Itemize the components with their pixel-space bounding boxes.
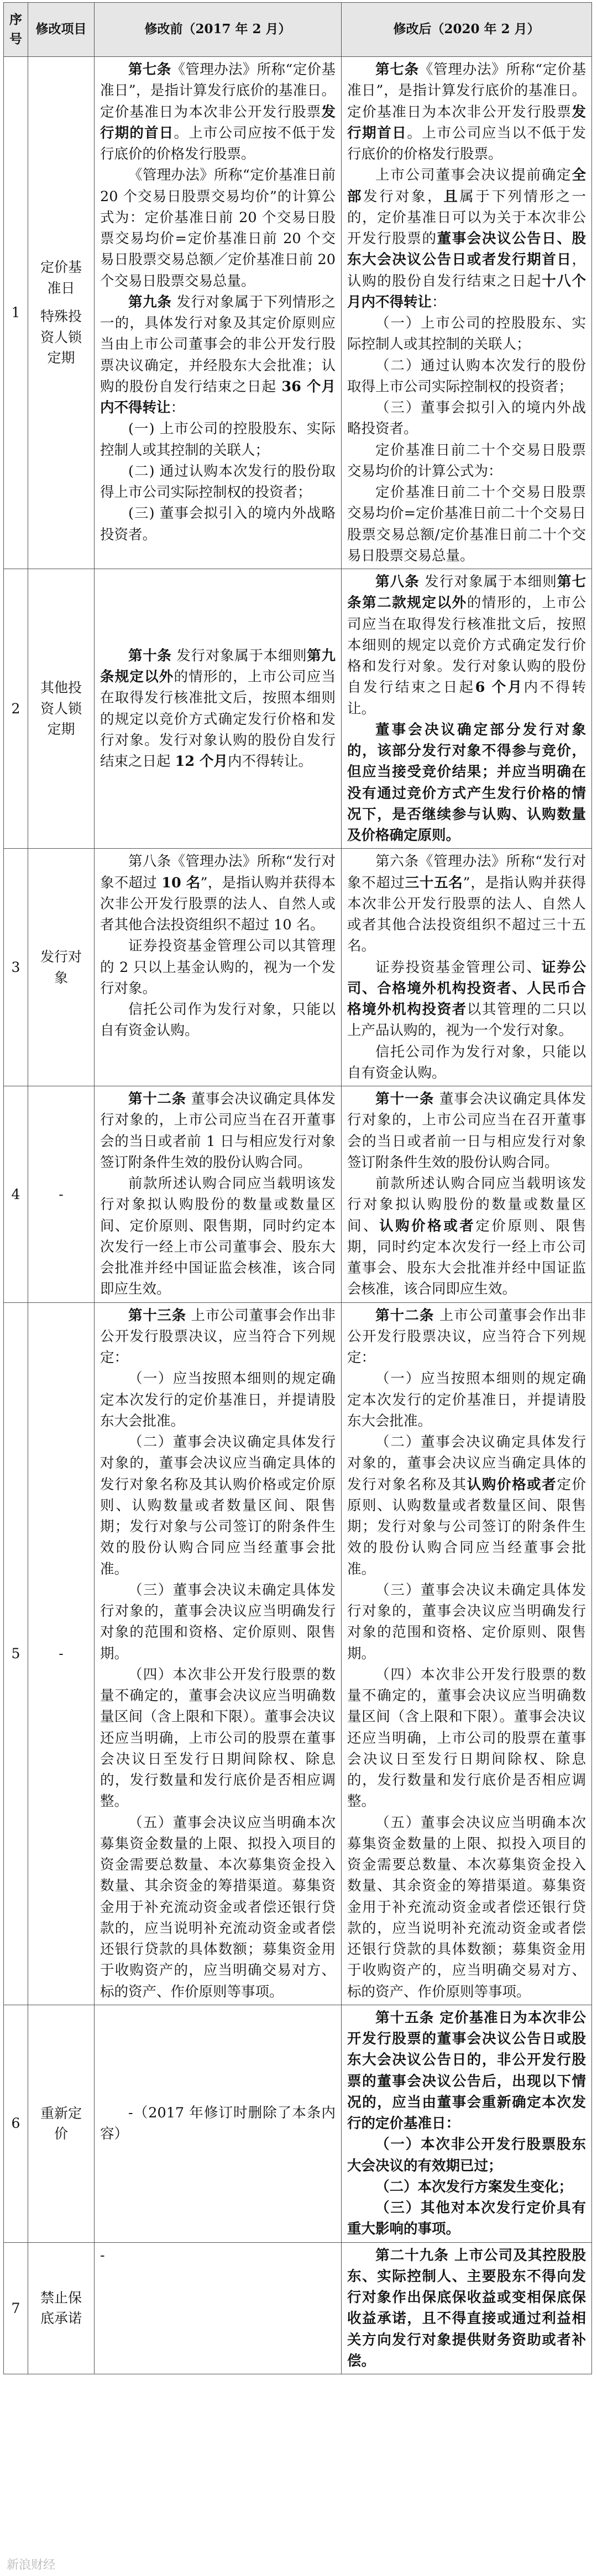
text-segment: 发行对象属于本细则 [419, 574, 557, 590]
header-after: 修改后（2020 年 2 月） [342, 3, 592, 57]
row-number: 3 [4, 849, 28, 1086]
text-segment: 第八条《管理办法》所称“发行对象不超过 [100, 853, 336, 891]
bold-text-segment: 6 个月 [475, 679, 524, 696]
bold-text-segment: 第七条 [128, 61, 171, 78]
bold-text-segment: 第十条 [128, 647, 172, 664]
text-segment: 属于下列情形之一的，定价基准日可以为关于本次非公开发行股票的 [347, 188, 586, 247]
text-segment: 内不得转让。 [347, 679, 586, 717]
text-segment: 发行对象属于本细则 [171, 647, 307, 664]
clause-paragraph [347, 1042, 586, 1084]
text-segment: ，认购的股份自发行结束之日起 [347, 251, 586, 290]
clause-paragraph [347, 571, 586, 719]
text-segment: -（2017 年修订时删除了本条内容） [100, 2104, 336, 2143]
text-segment: 《管理办法》所称“定价基准日前 20 个交易日股票交易均价”的计算公式为：定价基准日前 20 个交易日股票交易均价=定价基准日前 20 个交易日股票交易总额／定价基准日前 20 个交易日股票交易总量。 [100, 167, 336, 290]
clause-paragraph [100, 1173, 336, 1300]
modification-item-label: - [59, 1645, 64, 1662]
clause-paragraph [100, 999, 336, 1042]
bold-text-segment: 第七条第二款规定以外 [347, 574, 586, 612]
table-row [4, 2005, 592, 2242]
bold-text-segment: 第八条 [375, 574, 420, 590]
bold-text-segment: 十八个月内不得转让 [347, 272, 586, 311]
clause-paragraph [100, 1432, 336, 1580]
modification-item-label: 发行对象 [40, 949, 82, 986]
table-body [4, 57, 592, 2374]
before-text-cell [95, 2242, 342, 2374]
modification-item [28, 1086, 95, 1303]
text-segment: 董事会决议确定具体发行对象的，上市公司应当在召开董事会的当日或者前一日与相应发行对象签订附条件生效的股份认购合同。 [347, 1091, 586, 1171]
bold-text-segment: 定价基准日为本次非公开发行股票的董事会决议公告日或股东大会决议公告日的，非公开发行股票的董事会决议公告后，出现以下情况的，应当由董事会重新确定本次发行的定价基准日： [347, 2009, 586, 2132]
modification-item [28, 849, 95, 1086]
table-row [4, 1086, 592, 1303]
bold-text-segment: 第十二条 [375, 1307, 434, 1324]
clause-paragraph [100, 2102, 336, 2145]
text-segment: 上市公司董事会作出非公开发行股票决议，应当符合下列规定： [100, 1307, 336, 1366]
text-segment: （二）董事会决议确定具体发行对象的，董事会决议应当确定具体的发行对象名称及其 [347, 1434, 586, 1493]
clause-paragraph [100, 461, 336, 503]
after-text-cell [342, 2242, 592, 2374]
bold-text-segment: 第七条 [375, 61, 419, 78]
row-number: 2 [4, 569, 28, 849]
modification-item [28, 2005, 95, 2242]
header-before: 修改前（2017 年 2 月） [95, 3, 342, 57]
text-segment: 发行对象， [363, 188, 444, 205]
modification-item [28, 569, 95, 849]
bold-text-segment: （三）其他对本次发行定价具有重大影响的事项。 [347, 2200, 586, 2238]
modification-item-label: 重新定价 [40, 2105, 82, 2142]
text-segment: 内不得转让。 [227, 753, 312, 770]
watermark: 新浪财经 [7, 2558, 56, 2572]
text-segment: 定价基准日前二十个交易日股票交易均价的计算公式为： [347, 441, 586, 480]
comparison-table [3, 2, 592, 2374]
clause-paragraph [347, 2177, 586, 2198]
before-text-cell [95, 1302, 342, 2005]
before-text-cell [95, 2005, 342, 2242]
clause-paragraph [347, 2198, 586, 2240]
text-segment: ”，是指认购并获得本次非公开发行股票的法人、自然人或者其他合法投资组织不超过 10 名。 [100, 874, 336, 933]
clause-paragraph [100, 292, 336, 419]
text-segment: - [100, 2247, 105, 2264]
clause-paragraph [100, 645, 336, 772]
text-segment: (一) 上市公司的控股股东、实际控制人或其控制的关联人； [100, 420, 336, 459]
clause-paragraph [347, 313, 586, 355]
clause-paragraph [100, 165, 336, 292]
row-number: 7 [4, 2242, 28, 2374]
before-text-cell [95, 569, 342, 849]
text-segment: （一）应当按照本细则的规定确定本次发行的定价基准日，并提请股东大会批准。 [347, 1370, 586, 1429]
bold-text-segment: 且 [443, 188, 460, 205]
modification-item-label: 定价基准日 [40, 259, 82, 296]
clause-paragraph [347, 1089, 586, 1173]
row-number: 4 [4, 1086, 28, 1303]
bold-text-segment: （二）本次发行方案发生变化； [375, 2178, 573, 2195]
text-segment: 第六条《管理办法》所称“发行对象不超过 [347, 853, 586, 891]
text-segment: ： [170, 399, 185, 416]
table-row [4, 1302, 592, 2005]
table-row [4, 2242, 592, 2374]
before-text-cell [95, 849, 342, 1086]
bold-text-segment: 10 名 [161, 874, 201, 891]
text-segment: (三) 董事会拟引入的境内外战略投资者。 [100, 505, 336, 543]
bold-text-segment: 第十一条 [375, 1091, 434, 1107]
clause-paragraph [347, 957, 586, 1042]
bold-text-segment: 全部 [347, 167, 586, 205]
text-segment: 董事会决议确定具体发行对象的，上市公司应当在召开董事会的当日或者前 1 日与相应发行对象签订附条件生效的股份认购合同。 [100, 1091, 336, 1171]
table-row [4, 849, 592, 1086]
modification-item [28, 1302, 95, 2005]
text-segment: （五）董事会决议应当明确本次募集资金数量的上限、拟投入项目的资金需要总数量、本次募集资金投入数量、其余资金的筹措渠道。募集资金用于补充流动资金或者偿还银行贷款的，应当说明补充流动资金或者偿还银行贷款的具体数额；募集资金用于收购资产的，应当明确交易对方、标的资产、作价原则等事项。 [347, 1814, 586, 2000]
bold-text-segment: 36 个月内不得转让 [100, 378, 336, 416]
clause-paragraph [347, 355, 586, 398]
clause-paragraph [347, 1368, 586, 1432]
bold-text-segment: 第十三条 [128, 1307, 186, 1324]
clause-paragraph [347, 59, 586, 165]
row-number: 1 [4, 57, 28, 569]
modification-item [28, 57, 95, 569]
text-segment: (二) 通过认购本次发行的股份取得上市公司实际控制权的投资者； [100, 462, 336, 501]
bold-text-segment: 认购价格或者 [467, 1476, 557, 1493]
clause-paragraph [347, 1580, 586, 1664]
clause-paragraph [347, 2007, 586, 2135]
text-segment: 定价原则、认购数量或者数量区间、限售期；发行对象与公司签订的附条件生效的股份认购合同应当经董事会批准。 [347, 1476, 586, 1578]
clause-paragraph [100, 418, 336, 461]
row-number: 5 [4, 1302, 28, 2005]
bold-text-segment: 第九条 [128, 293, 172, 311]
bold-text-segment: 董事会决议确定部分发行对象的，该部分发行对象不得参与竞价，但应当接受竞价结果；并应当明确在没有通过竞价方式产生发行价格的情况下，是否继续参与认购、认购数量及价格确定原则。 [347, 721, 586, 844]
before-text-cell [95, 57, 342, 569]
bold-text-segment: 第十二条 [128, 1091, 186, 1107]
modification-item [28, 2242, 95, 2374]
text-segment: 的情形的，上市公司应当在取得发行核准批文后，按照本细则的规定以竞价方式确定发行价格和发行对象。发行对象认购的股份自发行结束之日起 [347, 595, 586, 696]
clause-paragraph [347, 2134, 586, 2177]
clause-paragraph [347, 1173, 586, 1300]
clause-paragraph [100, 1305, 336, 1369]
bold-text-segment: （一）本次非公开发行股票股东大会决议的有效期已过； [347, 2136, 586, 2174]
bold-text-segment: 董事会决议公告日、股东大会决议公告日或者发行期首日 [347, 230, 586, 269]
clause-paragraph [347, 397, 586, 440]
clause-paragraph [347, 1432, 586, 1580]
row-number: 6 [4, 2005, 28, 2242]
text-segment: 《管理办法》所称“定价基准日”，是指计算发行底价的基准日。定价基准日为本次非公开发行股票 [347, 61, 586, 120]
clause-paragraph [100, 2245, 336, 2266]
text-segment: （五）董事会决议应当明确本次募集资金数量的上限、拟投入项目的资金需要总数量、本次募集资金投入数量、其余资金的筹措渠道。募集资金用于补充流动资金或者偿还银行贷款的，应当说明补充流动资金或者偿还银行贷款的具体数额；募集资金用于收购资产的，应当明确交易对方、标的资产、作价原则等事项。 [100, 1814, 336, 2000]
text-segment: ： [432, 293, 446, 311]
clause-paragraph [347, 1305, 586, 1369]
bold-text-segment: 第九条规定以外 [100, 647, 336, 686]
text-segment: （四）本次非公开发行股票的数量不确定的，董事会决议应当明确数量区间（含上限和下限）。董事会决议还应当明确，上市公司的股票在董事会决议日至发行日期间除权、除息的，发行数量和发行底价是否相应调整。 [347, 1666, 586, 1810]
clause-paragraph [100, 851, 336, 935]
bold-text-segment: 认购价格或者 [379, 1217, 476, 1234]
table-header-row [4, 3, 592, 57]
clause-paragraph [100, 1580, 336, 1664]
after-text-cell [342, 569, 592, 849]
clause-paragraph [100, 1089, 336, 1173]
after-text-cell [342, 1302, 592, 2005]
header-no: 序号 [4, 3, 28, 57]
modification-item-label: 禁止保底承诺 [40, 2289, 82, 2327]
text-segment: 上市公司董事会决议提前确定 [375, 167, 572, 184]
clause-paragraph [100, 59, 336, 165]
clause-paragraph [100, 935, 336, 999]
clause-paragraph [347, 1812, 586, 2002]
bold-text-segment: 发行期首日 [347, 103, 586, 141]
modification-item-label: 其他投资人锁定期 [40, 680, 82, 738]
text-segment: （二）董事会决议确定具体发行对象的，董事会决议应当确定具体的发行对象名称及其认购价格或定价原则、认购数量或者数量区间、限售期；发行对象与公司签订的附条件生效的股份认购合同应当经董事会批准。 [100, 1434, 336, 1578]
after-text-cell [342, 849, 592, 1086]
modification-item-label: - [59, 1186, 64, 1202]
after-text-cell [342, 57, 592, 569]
text-segment: 定价原则、限售期，同时约定本次发行一经上市公司董事会、股东大会批准并经中国证监会核准，该合同即应生效。 [347, 1217, 586, 1298]
bold-text-segment: 第二十九条 [375, 2247, 449, 2264]
clause-paragraph [347, 1664, 586, 1812]
clause-paragraph [347, 2245, 586, 2372]
modification-item-label: 特殊投资人锁定期 [40, 308, 82, 366]
text-segment: 。上市公司应当以不低于发行底价的价格发行股票。 [347, 124, 586, 162]
after-text-cell [342, 1086, 592, 1303]
text-segment: （一）上市公司的控股股东、实际控制人或其控制的关联人； [347, 315, 586, 353]
text-segment: 信托公司作为发行对象，只能以自有资金认购。 [347, 1043, 586, 1081]
clause-paragraph [347, 719, 586, 847]
text-segment: 前款所述认购合同应当载明该发行对象拟认购股份的数量或数量区间、 [347, 1175, 586, 1234]
before-text-cell [95, 1086, 342, 1303]
text-segment: （二）通过认购本次发行的股份取得上市公司实际控制权的投资者； [347, 357, 586, 395]
clause-paragraph [100, 1812, 336, 2002]
table-row [4, 569, 592, 849]
bold-text-segment: 发行期的首日 [100, 103, 336, 141]
text-segment: （三）董事会决议未确定具体发行对象的，董事会决议应当明确发行对象的范围和资格、定价原则、限售期。 [347, 1581, 586, 1662]
comparison-table-container [3, 2, 591, 2374]
text-segment: 。上市公司应按不低于发行底价的价格发行股票。 [100, 124, 336, 162]
text-segment: 以其管理的二只以上产品认购的，视为一个发行对象。 [347, 1001, 586, 1039]
header-item: 修改项目 [28, 3, 95, 57]
text-segment: （三）董事会决议未确定具体发行对象的，董事会决议应当明确发行对象的范围和资格、定价原则、限售期。 [100, 1581, 336, 1662]
clause-paragraph [347, 165, 586, 313]
bold-text-segment: 证券公司、合格境外机构投资者、人民币合格境外机构投资者 [347, 959, 586, 1018]
text-segment: 的情形的，上市公司应当在取得发行核准批文后，按照本细则的规定以竞价方式确定发行价格和发行对象。发行对象认购的股份自发行结束之日起 [100, 669, 336, 770]
clause-paragraph [347, 482, 586, 566]
bold-text-segment: 三十五名 [405, 874, 463, 891]
clause-paragraph [347, 851, 586, 956]
table-row [4, 57, 592, 569]
text-segment: 前款所述认购合同应当载明该发行对象拟认购股份的数量或数量区间、定价原则、限售期，同时约定本次发行一经上市公司董事会、股东大会批准并经中国证监会核准，该合同即应生效。 [100, 1175, 336, 1298]
text-segment: 发行对象属于下列情形之一的，具体发行对象及其定价原则应当由上市公司董事会的非公开发行股票决议确定，并经股东大会批准；认购的股份自发行结束之日起 [100, 293, 336, 395]
clause-paragraph [100, 1368, 336, 1432]
bold-text-segment: 12 个月 [175, 753, 228, 770]
bold-text-segment: 第十五条 [375, 2009, 434, 2026]
text-segment: 《管理办法》所称“定价基准日”，是指计算发行底价的基准日。定价基准日为本次非公开发行股票 [100, 61, 336, 120]
text-segment: ”，是指认购并获得本次非公开发行股票的法人、自然人或者其他合法投资组织不超过三十五名。 [347, 874, 586, 955]
after-text-cell [342, 2005, 592, 2242]
text-segment: 证券投资基金管理公司、 [375, 959, 542, 976]
text-segment: 定价基准日前二十个交易日股票交易均价=定价基准日前二十个交易日股票交易总额/定价基准日前二十个交易日股票交易总量。 [347, 484, 586, 564]
text-segment: （一）应当按照本细则的规定确定本次发行的定价基准日，并提请股东大会批准。 [100, 1370, 336, 1429]
clause-paragraph [100, 1664, 336, 1812]
clause-paragraph [347, 440, 586, 482]
text-segment: 上市公司董事会作出非公开发行股票决议，应当符合下列规定： [347, 1307, 586, 1366]
text-segment: 证券投资基金管理公司以其管理的 2 只以上基金认购的，视为一个发行对象。 [100, 938, 336, 997]
text-segment: 信托公司作为发行对象，只能以自有资金认购。 [100, 1001, 336, 1039]
text-segment: （四）本次非公开发行股票的数量不确定的，董事会决议应当明确数量区间（含上限和下限）。董事会决议还应当明确，上市公司的股票在董事会决议日至发行日期间除权、除息的，发行数量和发行底价是否相应调整。 [100, 1666, 336, 1810]
clause-paragraph [100, 503, 336, 545]
bold-text-segment: 上市公司及其控股股东、实际控制人、主要股东不得向发行对象作出保底保收益或变相保底保收益承诺，且不得直接或通过利益相关方向发行对象提供财务资助或者补偿。 [347, 2247, 586, 2369]
text-segment: （三）董事会拟引入的境内外战略投资者。 [347, 399, 586, 438]
